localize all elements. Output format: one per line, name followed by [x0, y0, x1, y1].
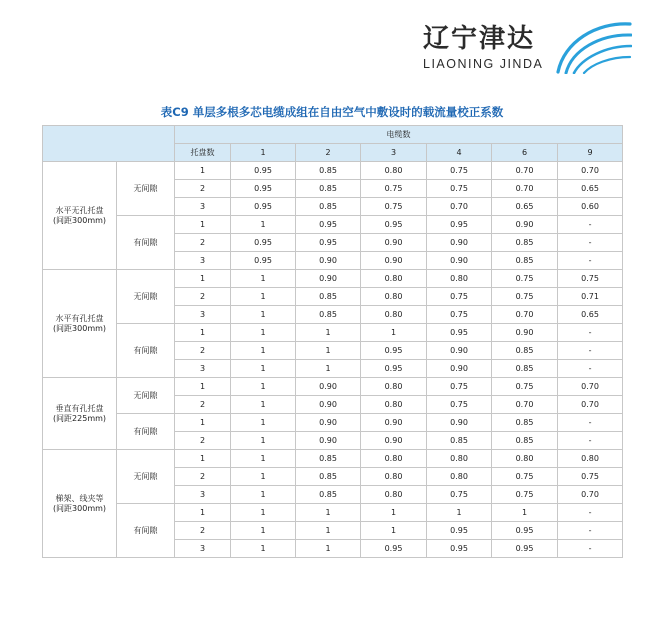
- group-label: [43, 378, 117, 450]
- factor-cell: 0.75: [427, 180, 492, 198]
- table-row: [43, 450, 623, 468]
- group-label: [43, 162, 117, 270]
- subgroup-label: 有间隙: [117, 324, 175, 378]
- tray-count-cell: 2: [175, 342, 231, 360]
- factor-cell: 0.85: [296, 288, 361, 306]
- factor-cell: 0.95: [427, 324, 492, 342]
- factor-cell: 0.95: [492, 540, 558, 558]
- group-name: 水平无孔托盘: [55, 205, 104, 215]
- tray-count-cell: 2: [175, 234, 231, 252]
- factor-cell: 0.80: [427, 450, 492, 468]
- factor-cell: 0.70: [558, 486, 623, 504]
- factor-cell: 0.85: [492, 234, 558, 252]
- table-row: [43, 162, 623, 180]
- factor-cell: 0.90: [492, 324, 558, 342]
- factor-cell: 1: [231, 324, 296, 342]
- factor-cell: 0.95: [231, 198, 296, 216]
- subgroup-label: 无间隙: [117, 378, 175, 414]
- table-title: 表C9 单层多根多芯电缆成组在自由空气中敷设时的载流量校正系数: [160, 105, 504, 119]
- factor-cell: 0.95: [361, 540, 427, 558]
- factor-cell: 1: [492, 504, 558, 522]
- table-row: [43, 414, 623, 432]
- subgroup-label: 有间隙: [117, 216, 175, 270]
- factor-cell: 0.60: [558, 198, 623, 216]
- factor-cell: 0.95: [427, 216, 492, 234]
- factor-cell: 0.85: [492, 360, 558, 378]
- company-swoosh-icon: [552, 16, 632, 74]
- table-row: [43, 504, 623, 522]
- factor-cell: 0.80: [361, 162, 427, 180]
- tray-count-cell: 3: [175, 252, 231, 270]
- tray-count-cell: 2: [175, 522, 231, 540]
- group-label: [43, 450, 117, 558]
- factor-cell: 0.75: [492, 378, 558, 396]
- factor-cell: 0.80: [361, 288, 427, 306]
- tray-count-cell: 3: [175, 360, 231, 378]
- factor-cell: 0.80: [361, 378, 427, 396]
- header-cable-count-9: 9: [558, 144, 623, 162]
- tray-count-cell: 2: [175, 468, 231, 486]
- factor-cell: 0.95: [361, 360, 427, 378]
- table-row: [43, 270, 623, 288]
- factor-cell: 0.95: [427, 522, 492, 540]
- factor-cell: 0.65: [492, 198, 558, 216]
- group-spacing: (间距225mm): [52, 413, 107, 423]
- factor-cell: -: [558, 360, 623, 378]
- factor-cell: 0.80: [361, 450, 427, 468]
- subgroup-label: 无间隙: [117, 162, 175, 216]
- factor-cell: 0.70: [492, 306, 558, 324]
- header-tray-count: 托盘数: [175, 144, 231, 162]
- tray-count-cell: 1: [175, 324, 231, 342]
- factor-cell: 0.95: [231, 162, 296, 180]
- factor-cell: -: [558, 414, 623, 432]
- factor-cell: -: [558, 504, 623, 522]
- factor-cell: 1: [231, 540, 296, 558]
- factor-cell: 1: [231, 342, 296, 360]
- factor-cell: 0.80: [492, 450, 558, 468]
- tray-count-cell: 3: [175, 198, 231, 216]
- factor-cell: 0.95: [361, 216, 427, 234]
- factor-cell: 0.90: [296, 396, 361, 414]
- factor-cell: 0.75: [427, 486, 492, 504]
- factor-cell: 0.95: [492, 522, 558, 540]
- factor-cell: 1: [231, 468, 296, 486]
- table-row: [43, 378, 623, 396]
- factor-cell: 0.95: [231, 180, 296, 198]
- factor-cell: 0.75: [492, 270, 558, 288]
- factor-cell: 0.90: [361, 432, 427, 450]
- group-name: 水平有孔托盘: [55, 313, 104, 323]
- factor-cell: 0.80: [361, 306, 427, 324]
- factor-cell: 0.85: [492, 432, 558, 450]
- factor-cell: 0.70: [558, 162, 623, 180]
- factor-cell: 0.80: [361, 486, 427, 504]
- factor-cell: -: [558, 324, 623, 342]
- factor-cell: 0.90: [492, 216, 558, 234]
- factor-cell: 0.85: [296, 198, 361, 216]
- header-cable-count: 电缆数: [175, 126, 623, 144]
- tray-count-cell: 1: [175, 270, 231, 288]
- factor-cell: 0.75: [492, 486, 558, 504]
- factor-cell: 1: [231, 360, 296, 378]
- tray-count-cell: 1: [175, 216, 231, 234]
- factor-cell: 0.75: [558, 270, 623, 288]
- tray-count-cell: 2: [175, 432, 231, 450]
- factor-cell: -: [558, 234, 623, 252]
- factor-cell: 1: [231, 432, 296, 450]
- tray-count-cell: 2: [175, 396, 231, 414]
- factor-cell: 0.75: [427, 162, 492, 180]
- tray-count-cell: 3: [175, 540, 231, 558]
- factor-cell: 1: [231, 504, 296, 522]
- factor-cell: -: [558, 432, 623, 450]
- header-row-cable-count: [43, 126, 623, 144]
- factor-cell: 0.85: [296, 306, 361, 324]
- factor-cell: 1: [427, 504, 492, 522]
- subgroup-label: 有间隙: [117, 504, 175, 558]
- factor-cell: 0.75: [361, 180, 427, 198]
- factor-cell: 0.90: [296, 414, 361, 432]
- factor-cell: 0.85: [296, 180, 361, 198]
- factor-cell: 0.95: [361, 342, 427, 360]
- factor-cell: 0.90: [296, 270, 361, 288]
- tray-count-cell: 1: [175, 414, 231, 432]
- tray-count-cell: 3: [175, 306, 231, 324]
- factor-cell: 0.70: [558, 396, 623, 414]
- factor-cell: 0.95: [231, 252, 296, 270]
- factor-cell: 0.90: [361, 252, 427, 270]
- factor-cell: 0.75: [492, 468, 558, 486]
- table-body: [43, 162, 623, 558]
- factor-cell: 0.95: [231, 234, 296, 252]
- factor-cell: 1: [296, 342, 361, 360]
- group-spacing: (间距300mm): [52, 323, 107, 333]
- factor-cell: 0.90: [296, 378, 361, 396]
- header-corner-cell: [43, 126, 175, 162]
- header-cable-count-6: 6: [492, 144, 558, 162]
- factor-cell: 1: [231, 450, 296, 468]
- factor-cell: 1: [231, 270, 296, 288]
- factor-cell: 0.90: [361, 234, 427, 252]
- factor-cell: 0.90: [296, 252, 361, 270]
- factor-cell: -: [558, 216, 623, 234]
- factor-cell: 0.65: [558, 306, 623, 324]
- subgroup-label: 有间隙: [117, 414, 175, 450]
- factor-cell: 0.80: [361, 468, 427, 486]
- group-spacing: (间距300mm): [52, 215, 107, 225]
- factor-cell: 0.75: [427, 378, 492, 396]
- factor-cell: -: [558, 342, 623, 360]
- factor-cell: 0.75: [427, 306, 492, 324]
- factor-cell: 0.85: [296, 486, 361, 504]
- table-row: [43, 216, 623, 234]
- factor-cell: 1: [231, 414, 296, 432]
- tray-count-cell: 2: [175, 180, 231, 198]
- factor-cell: 0.90: [427, 342, 492, 360]
- header-cable-count-4: 4: [427, 144, 492, 162]
- factor-cell: 0.85: [296, 162, 361, 180]
- factor-cell: 0.71: [558, 288, 623, 306]
- tray-count-cell: 1: [175, 378, 231, 396]
- factor-cell: 1: [231, 378, 296, 396]
- factor-cell: 1: [231, 216, 296, 234]
- factor-cell: 1: [296, 324, 361, 342]
- tray-count-cell: 1: [175, 504, 231, 522]
- group-label: [43, 270, 117, 378]
- factor-cell: 0.85: [296, 450, 361, 468]
- factor-cell: 0.95: [296, 234, 361, 252]
- factor-cell: 0.75: [427, 396, 492, 414]
- subgroup-label: 无间隙: [117, 450, 175, 504]
- factor-cell: 1: [231, 306, 296, 324]
- subgroup-label: 无间隙: [117, 270, 175, 324]
- factor-cell: 0.80: [361, 396, 427, 414]
- tray-count-cell: 1: [175, 162, 231, 180]
- factor-cell: 1: [231, 396, 296, 414]
- factor-cell: 0.85: [492, 342, 558, 360]
- factor-cell: 0.70: [492, 162, 558, 180]
- factor-cell: 0.90: [296, 432, 361, 450]
- factor-cell: 0.80: [558, 450, 623, 468]
- factor-cell: 0.95: [427, 540, 492, 558]
- factor-cell: 0.80: [427, 468, 492, 486]
- swoosh-arc-4: [584, 57, 630, 73]
- header-cable-count-1: 1: [231, 144, 296, 162]
- factor-cell: 1: [296, 522, 361, 540]
- factor-cell: -: [558, 252, 623, 270]
- factor-cell: 0.90: [361, 414, 427, 432]
- group-name: 垂直有孔托盘: [55, 403, 104, 413]
- group-name: 梯架、线夹等: [55, 493, 104, 503]
- factor-cell: 1: [296, 504, 361, 522]
- factor-cell: 0.75: [427, 288, 492, 306]
- company-name-en: LIAONING JINDA: [423, 57, 544, 71]
- table-row: [43, 324, 623, 342]
- factor-cell: 0.85: [492, 414, 558, 432]
- factor-cell: -: [558, 540, 623, 558]
- factor-cell: 0.85: [296, 468, 361, 486]
- group-spacing: (间距300mm): [52, 503, 107, 513]
- factor-cell: 0.85: [427, 432, 492, 450]
- factor-cell: 1: [361, 504, 427, 522]
- factor-cell: 0.80: [427, 270, 492, 288]
- factor-cell: 1: [296, 540, 361, 558]
- factor-cell: 0.80: [361, 270, 427, 288]
- factor-cell: 0.90: [427, 414, 492, 432]
- factor-cell: 0.90: [427, 234, 492, 252]
- factor-cell: 0.65: [558, 180, 623, 198]
- factor-cell: 1: [361, 324, 427, 342]
- factor-cell: 0.90: [427, 360, 492, 378]
- factor-cell: 0.75: [361, 198, 427, 216]
- factor-cell: 0.75: [558, 468, 623, 486]
- tray-count-cell: 3: [175, 486, 231, 504]
- factor-cell: 0.70: [492, 396, 558, 414]
- factor-cell: 0.75: [492, 288, 558, 306]
- factor-cell: 1: [231, 288, 296, 306]
- factor-cell: 1: [231, 486, 296, 504]
- tray-count-cell: 1: [175, 450, 231, 468]
- header-cable-count-3: 3: [361, 144, 427, 162]
- factor-cell: 0.90: [427, 252, 492, 270]
- factor-cell: 0.70: [427, 198, 492, 216]
- header-cable-count-2: 2: [296, 144, 361, 162]
- factor-cell: 1: [296, 360, 361, 378]
- factor-cell: 0.85: [492, 252, 558, 270]
- factor-cell: 0.70: [558, 378, 623, 396]
- factor-cell: -: [558, 522, 623, 540]
- correction-factor-table: [42, 125, 623, 558]
- factor-cell: 1: [231, 522, 296, 540]
- factor-cell: 0.70: [492, 180, 558, 198]
- company-logo: [423, 24, 553, 72]
- tray-count-cell: 2: [175, 288, 231, 306]
- factor-cell: 0.95: [296, 216, 361, 234]
- company-name-cn: 辽宁津达: [423, 24, 536, 54]
- factor-cell: 1: [361, 522, 427, 540]
